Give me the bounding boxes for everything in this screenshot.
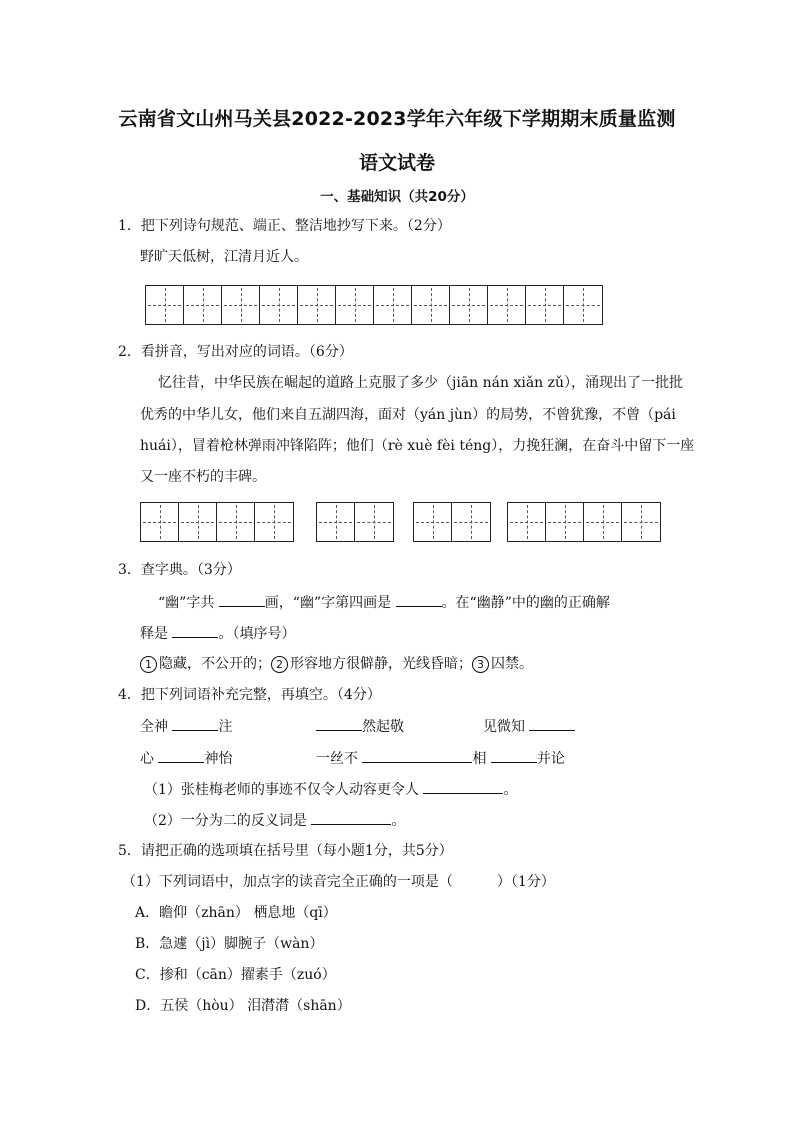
section-heading: 一、基础知识（共20分） — [320, 189, 474, 205]
choice-c[interactable]: C．掺和（cān）擢素手（zuó） — [135, 967, 336, 983]
grid-cell[interactable] — [452, 503, 490, 541]
grid-cell[interactable] — [564, 286, 602, 324]
q3-line-1: “幽”字共 画，“幽”字第四画是 。在“幽静”中的幽的正确解 — [158, 592, 610, 613]
grid-cell[interactable] — [336, 286, 374, 324]
grid-cell[interactable] — [298, 286, 336, 324]
grid-cell[interactable] — [179, 503, 217, 541]
question-1-prompt: 1．把下列诗句规范、端正、整洁地抄写下来。（2分） — [118, 218, 451, 234]
passage-line: 优秀的中华儿女，他们来自五湖四海，面对（yán jùn）的局势，不曾犹豫，不曾（pái — [140, 407, 676, 423]
writing-grid-word-2[interactable] — [316, 502, 394, 542]
answer-blank[interactable] — [529, 716, 575, 731]
grid-cell[interactable] — [508, 503, 546, 541]
answer-blank[interactable] — [172, 623, 218, 638]
answer-blank[interactable] — [311, 810, 391, 825]
q5-sub-1: （1）下列词语中，加点字的读音完全正确的一项是（ ）（1分） — [122, 874, 555, 890]
grid-cell[interactable] — [260, 286, 298, 324]
answer-blank[interactable] — [316, 716, 362, 731]
idiom-2: 然起敬 — [316, 716, 404, 737]
grid-cell[interactable] — [217, 503, 255, 541]
answer-blank[interactable] — [158, 748, 204, 763]
grid-cell[interactable] — [622, 503, 660, 541]
grid-cell[interactable] — [355, 503, 393, 541]
q3-options: 1 隐藏，不公开的； 2 形容地方很僻静，光线昏暗； 3 囚禁。 — [140, 654, 533, 674]
answer-blank[interactable] — [396, 592, 442, 607]
answer-blank[interactable] — [219, 592, 265, 607]
choice-a[interactable]: A．瞻仰（zhān） 栖息地（qī） — [135, 905, 337, 921]
grid-cell[interactable] — [584, 503, 622, 541]
passage-line: huái），冒着枪林弹雨冲锋陷阵；他们（rè xuè fèi téng），力挽狂澜，在奋斗中留下一座 — [140, 438, 695, 454]
grid-cell[interactable] — [141, 503, 179, 541]
grid-cell[interactable] — [317, 503, 355, 541]
q4-sub-1: （1）张桂梅老师的事迹不仅令人动容更令人 。 — [144, 779, 517, 800]
grid-cell[interactable] — [374, 286, 412, 324]
writing-grid-word-1[interactable] — [140, 502, 294, 542]
grid-cell[interactable] — [222, 286, 260, 324]
passage-line: 忆往昔，中华民族在崛起的道路上克服了多少（jiān nán xiǎn zǔ），涌现出了一批批 — [158, 375, 684, 391]
answer-blank[interactable] — [423, 779, 503, 794]
q3-line-2: 释是 。（填序号） — [140, 623, 295, 644]
question-5-prompt: 5．请把正确的选项填在括号里（每小题1分，共5分） — [118, 843, 453, 859]
grid-cell[interactable] — [414, 503, 452, 541]
idiom-4: 心 神怡 — [140, 748, 232, 769]
grid-cell[interactable] — [488, 286, 526, 324]
answer-blank[interactable] — [362, 748, 472, 763]
exam-title: 云南省文山州马关县2022-2023学年六年级下学期期末质量监测 — [118, 108, 676, 130]
idiom-3: 见微知 — [483, 716, 575, 737]
writing-grid-word-3[interactable] — [413, 502, 491, 542]
writing-grid-q1[interactable] — [145, 285, 603, 325]
choice-b[interactable]: B．急遽（jì）脚腕子（wàn） — [135, 936, 324, 952]
grid-cell[interactable] — [184, 286, 222, 324]
exam-subtitle: 语文试卷 — [358, 152, 435, 174]
grid-cell[interactable] — [450, 286, 488, 324]
poem-text: 野旷天低树，江清月近人。 — [140, 249, 308, 265]
idiom-1: 全神 注 — [140, 716, 232, 737]
question-4-prompt: 4．把下列词语补充完整，再填空。（4分） — [118, 687, 381, 703]
grid-cell[interactable] — [146, 286, 184, 324]
grid-cell[interactable] — [546, 503, 584, 541]
grid-cell[interactable] — [255, 503, 293, 541]
question-2-prompt: 2．看拼音，写出对应的词语。（6分） — [118, 344, 353, 360]
question-3-prompt: 3．查字典。（3分） — [118, 562, 241, 578]
grid-cell[interactable] — [412, 286, 450, 324]
idiom-5: 一丝不 相 并论 — [316, 748, 565, 769]
passage-line: 又一座不朽的丰碑。 — [140, 469, 266, 485]
grid-cell[interactable] — [526, 286, 564, 324]
answer-blank[interactable] — [491, 748, 537, 763]
choice-d[interactable]: D．五侯（hòu） 泪潸潸（shān） — [135, 998, 351, 1014]
q4-sub-2: （2）一分为二的反义词是 。 — [144, 810, 405, 831]
answer-blank[interactable] — [172, 716, 218, 731]
writing-grid-word-4[interactable] — [507, 502, 661, 542]
